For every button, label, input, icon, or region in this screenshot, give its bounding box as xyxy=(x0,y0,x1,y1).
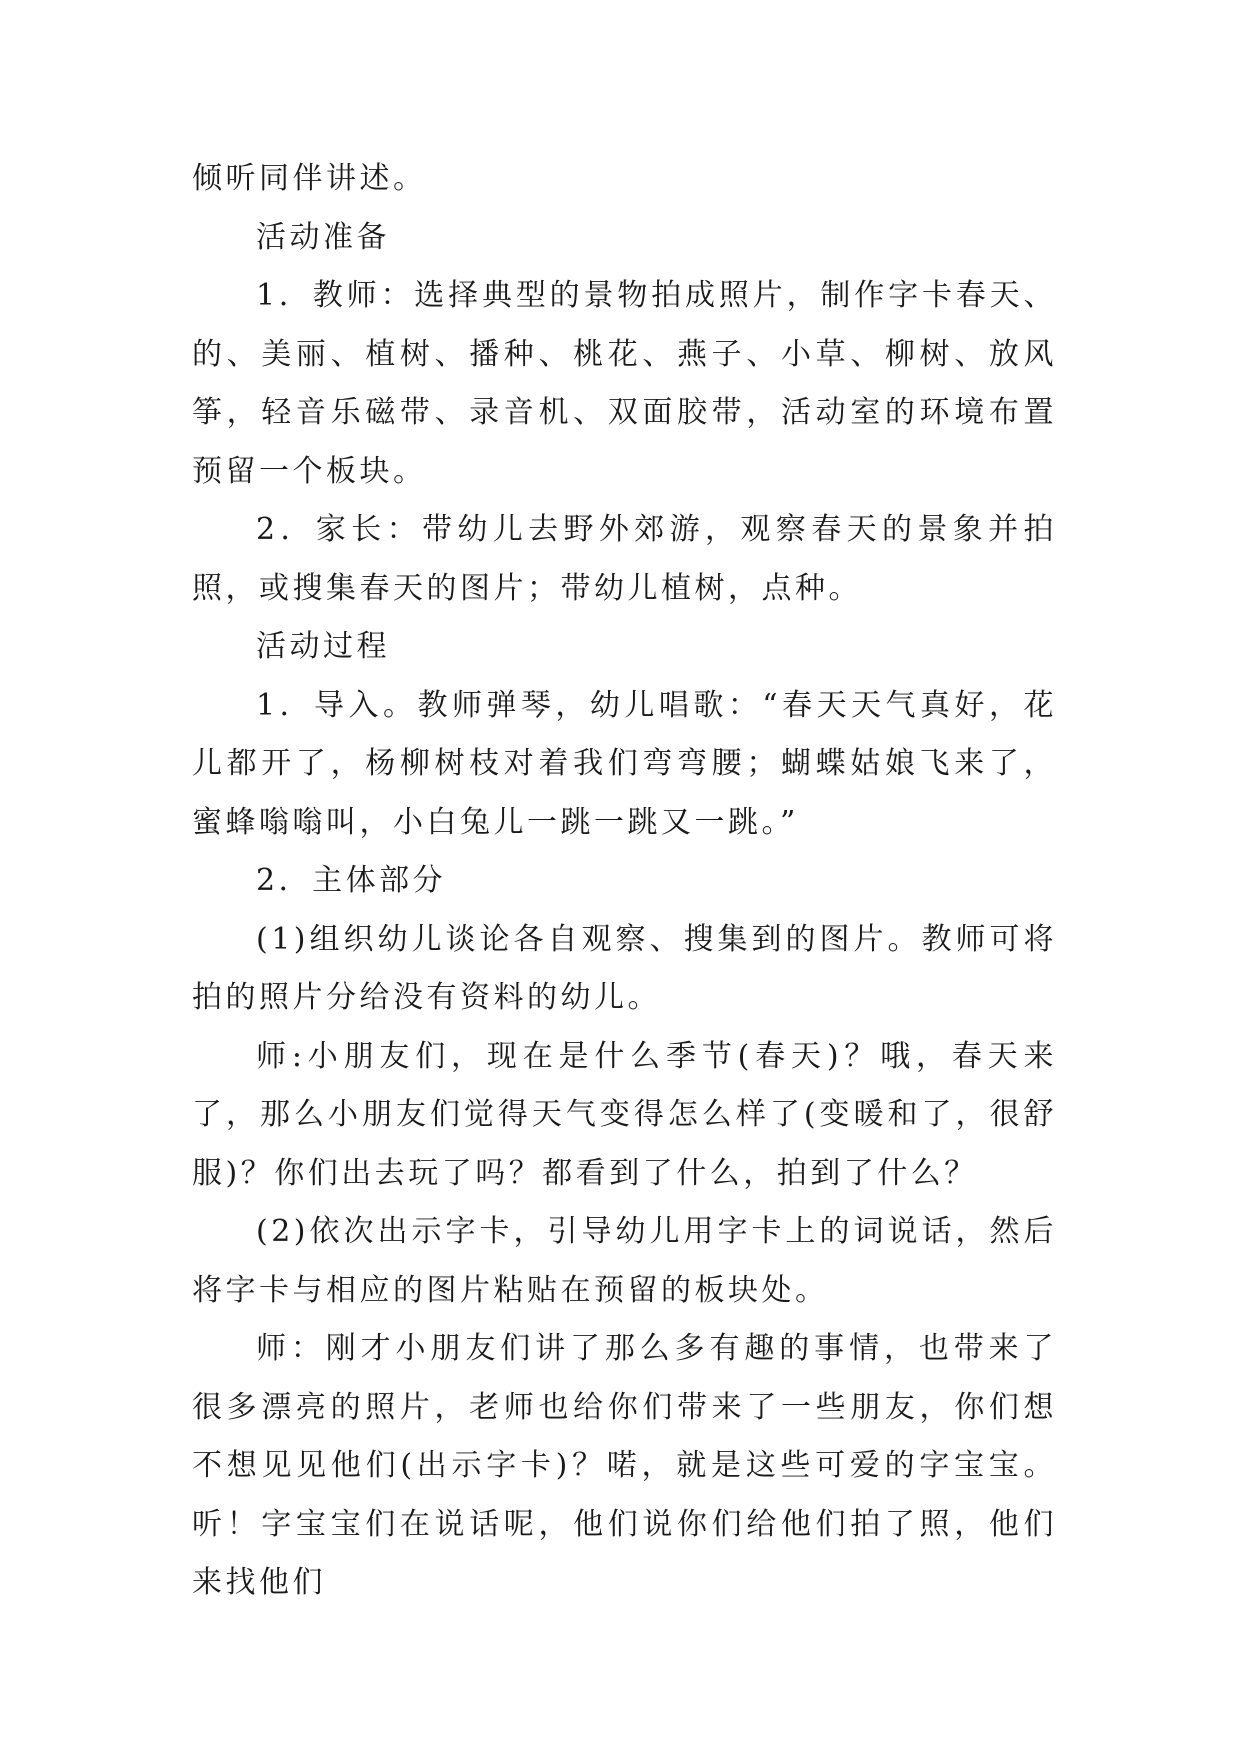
section-heading-preparation: 活动准备 xyxy=(256,219,390,255)
paragraph-teacher-preparation: 1．教师：选择典型的景物拍成照片，制作字卡春天、的、美丽、植树、播种、桃花、燕子、小草、柳树、放风筝，轻音乐磁带、录音机、双面胶带，活动室的环境布置预留一个板块。 xyxy=(192,278,1057,489)
paragraph-step-2: (2)依次出示字卡，引导幼儿用字卡上的词说话，然后将字卡与相应的图片粘贴在预留的板块处。 xyxy=(192,1214,1057,1308)
paragraph-teacher-dialogue-2: 师：刚才小朋友们讲了那么多有趣的事情，也带来了很多漂亮的照片，老师也给你们带来了一些朋友，你们想不想见见他们(出示字卡)？喏，就是这些可爱的字宝宝。听！字宝宝们在说话呢，他们说你们给他们拍了照，他们来找他们 xyxy=(192,1331,1057,1600)
section-heading-process: 活动过程 xyxy=(256,629,390,664)
paragraph-introduction: 1．导入。教师弹琴，幼儿唱歌：“春天天气真好，花儿都开了，杨柳树枝对着我们弯弯腰；蝴蝶姑娘飞来了，蜜蜂嗡嗡叫，小白兔儿一跳一跳又一跳。” xyxy=(192,687,1057,840)
paragraph-main-part-heading: 2．主体部分 xyxy=(256,863,447,898)
document-body xyxy=(192,150,1057,1613)
paragraph-parent-preparation: 2．家长：带幼儿去野外郊游，观察春天的景象并拍照，或搜集春天的图片；带幼儿植树，点种。 xyxy=(192,512,1057,606)
paragraph-continuation: 倾听同伴讲述。 xyxy=(192,161,427,196)
paragraph-step-1: (1)组织幼儿谈论各自观察、搜集到的图片。教师可将拍的照片分给没有资料的幼儿。 xyxy=(192,921,1057,1015)
paragraph-teacher-dialogue-1: 师:小朋友们，现在是什么季节(春天)？哦，春天来了，那么小朋友们觉得天气变得怎么样了(变暖和了，很舒服)？你们出去玩了吗？都看到了什么，拍到了什么？ xyxy=(192,1038,1057,1191)
